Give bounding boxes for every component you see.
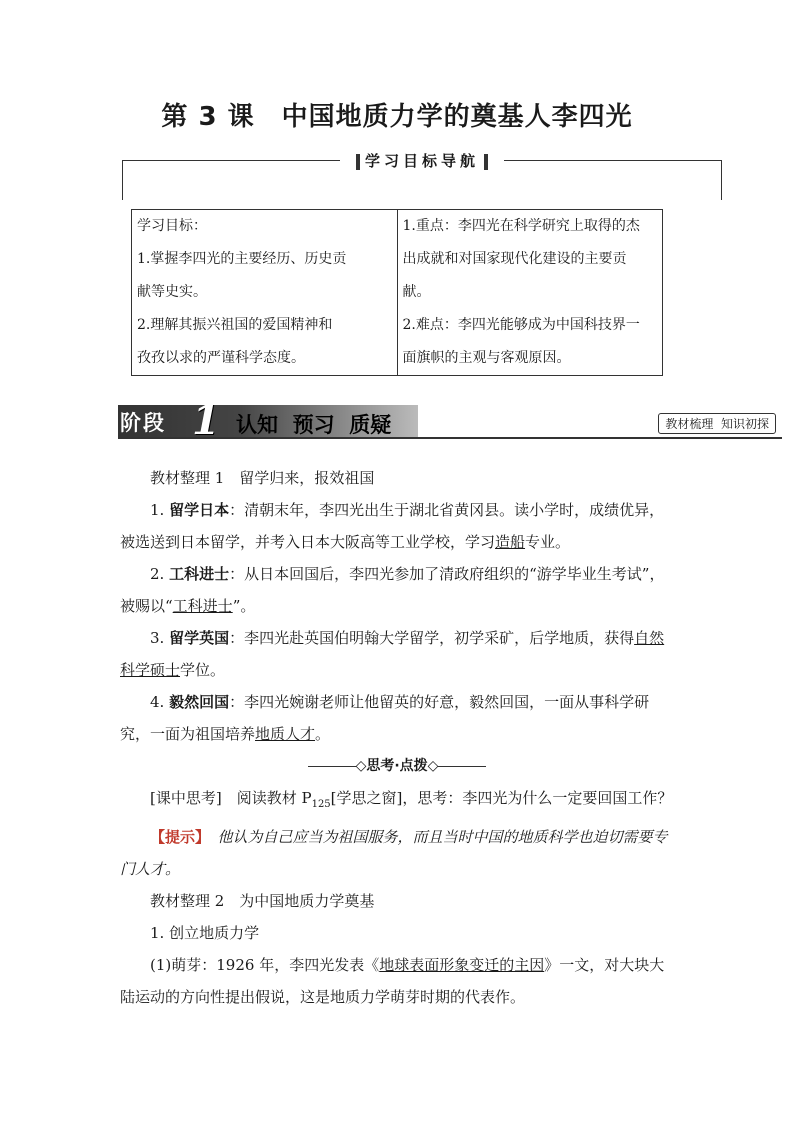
- deco-bar-icon: [356, 154, 360, 170]
- goals-right-cell: 1.重点：李四光在科学研究上取得的杰 出成就和对国家现代化建设的主要贡 献。 2.难点：李四光能够成为中国科技界一 面旗帜的主观与客观原因。: [397, 210, 663, 376]
- stage-title: 认知 预习 质疑: [236, 413, 392, 437]
- main-content: [120, 462, 674, 1013]
- think-question: [课中思考] 阅读教材 $P_{125}$[学思之窗]，思考：李四光为什么一定要回国工作？: [150, 789, 673, 810]
- stage-badge: 教材梳理 知识初探: [658, 413, 776, 434]
- goals-table: [131, 209, 663, 376]
- list-item: 1. 留学日本：清朝末年，李四光出生于湖北省黄冈县。读小学时，成绩优异，被选送到日本留学，并考入日本大阪高等工业学校，学习造船专业。: [120, 501, 665, 551]
- page-title: 第 3 课 中国地质力学的奠基人李四光: [161, 102, 633, 132]
- stage-tag: 阶段: [120, 411, 166, 435]
- list-item: 2. 工科进士：从日本回国后，李四光参加了清政府组织的“游学毕业生考试”，被赐以“工科进士”。: [120, 565, 665, 615]
- think-divider: ◇思考·点拨◇: [120, 750, 674, 782]
- deco-bar-icon: [484, 154, 488, 170]
- section1-heading: 教材整理 1 留学归来，报效祖国: [150, 469, 375, 487]
- think-tip: 【提示】 他认为自己应当为祖国服务，而且当时中国的地质科学也迫切需要专门人才。: [120, 828, 668, 878]
- section2-paragraph: (1)萌芽：1926 年，李四光发表《地球表面形象变迁的主因》一文，对大块大陆运动的方向性提出假说，这是地质力学萌芽时期的代表作。: [120, 956, 665, 1006]
- stage-number: 1: [192, 397, 220, 444]
- list-item: 3. 留学英国：李四光赴英国伯明翰大学留学，初学采矿，后学地质，获得自然科学硕士学位。: [120, 629, 665, 679]
- section2-sub: 1. 创立地质力学: [150, 924, 260, 942]
- stage-banner: [118, 397, 782, 444]
- goals-left-cell: 学习目标： 1.掌握李四光的主要经历、历史贡 献等史实。 2.理解其振兴祖国的爱国精神和 孜孜以求的严谨科学态度。: [132, 210, 398, 376]
- section2-heading: 教材整理 2 为中国地质力学奠基: [150, 892, 375, 910]
- learning-goals-nav-label: 学习目标导航: [340, 150, 504, 171]
- list-item: 4. 毅然回国：李四光婉谢老师让他留英的好意，毅然回国，一面从事科学研究，一面为祖国培养地质人才。: [120, 693, 650, 743]
